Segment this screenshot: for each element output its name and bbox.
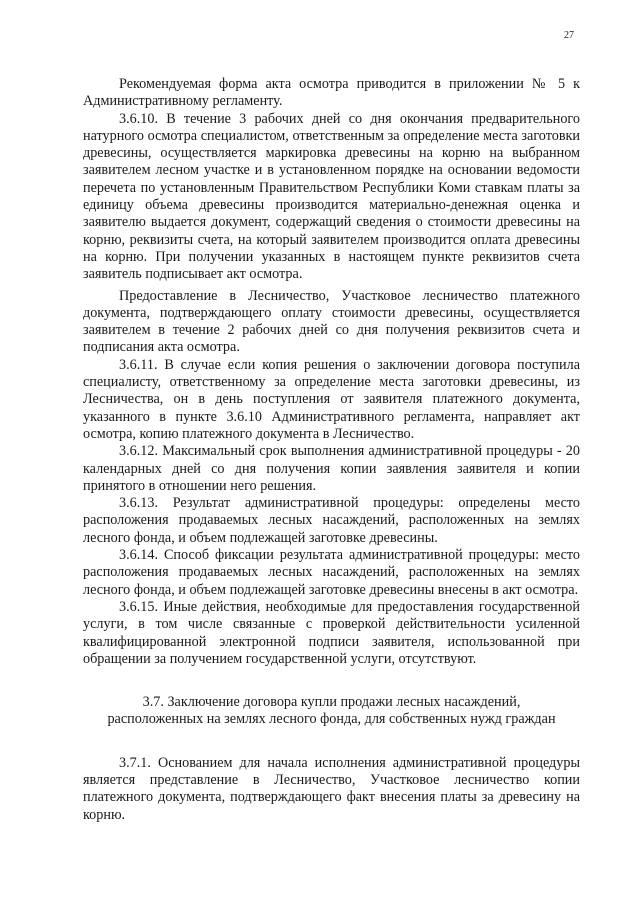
- paragraph-3-7-1: 3.7.1. Основанием для начала исполнения административной процедуры является представление в Лесничество, Участковое лесничество копии платежного документа, подтверждающего факт внесения платы за древесину на корню.: [83, 754, 580, 823]
- section-heading-line-1: 3.7. Заключение договора купли продажи лесных насаждений,: [142, 694, 521, 711]
- paragraph-3-6-14: 3.6.14. Способ фиксации результата административной процедуры: место расположения продаваемых лесных насаждений, расположенных на землях лесного фонда, и объем подлежащей заготовке древесины внесены в акт осмотра.: [83, 547, 580, 598]
- page-number: 27: [564, 30, 574, 41]
- section-heading-line-2: расположенных на землях лесного фонда, для собственных нужд граждан: [107, 711, 556, 728]
- paragraph-3-6-11: 3.6.11. В случае если копия решения о заключении договора поступила специалисту, ответственному за определение места заготовки древесины, из Лесничества, он в день поступления от заявителя платежного документа, указанного в пункте 3.6.10 Административного регламента, направляет акт осмотра, копию платежного документа в Лесничество.: [83, 356, 580, 442]
- paragraph-appendix-reference: Рекомендуемая форма акта осмотра приводится в приложении № 5 к Административному регламенту.: [83, 76, 580, 110]
- paragraph-3-6-15: 3.6.15. Иные действия, необходимые для предоставления государственной услуги, в том числе связанные с проверкой действительности усиленной квалифицированной электронной подписи заявителя, использованной при обращении за получением государственной услуги, отсутствуют.: [83, 598, 580, 667]
- document-body: [83, 76, 580, 824]
- paragraph-3-6-13: 3.6.13. Результат административной процедуры: определены место расположения продаваемых лесных насаждений, расположенных на землях лесного фонда, и объем подлежащей заготовке древесины.: [83, 495, 580, 546]
- paragraph-3-6-12: 3.6.12. Максимальный срок выполнения административной процедуры - 20 календарных дней со дня получения копии заявления заявителя и копии принятого в отношении него решения.: [83, 443, 580, 494]
- paragraph-3-6-10: 3.6.10. В течение 3 рабочих дней со дня окончания предварительного натурного осмотра специалистом, ответственным за определение места заготовки древесины, осуществляется маркировка древесины на корню на выбранном заявителем лесном участке и в установленном порядке на основании ведомости перечета по установленным Правительством Республики Коми ставкам платы за единицу объема древесины производится материально-денежная оценка и заявителю выдается документ, содержащий сведения о стоимости древесины на корню, реквизиты счета, на который заявителем производится оплата древесины на корню. При получении указанных в настоящем пункте реквизитов счета заявитель подписывает акт осмотра.: [83, 110, 580, 283]
- paragraph-payment-document: Предоставление в Лесничество, Участковое лесничество платежного документа, подтверждающего оплату стоимости древесины, осуществляется заявителем в течение 2 рабочих дней со дня получения реквизитов счета и подписания акта осмотра.: [83, 287, 580, 356]
- section-heading-3-7: [83, 694, 580, 729]
